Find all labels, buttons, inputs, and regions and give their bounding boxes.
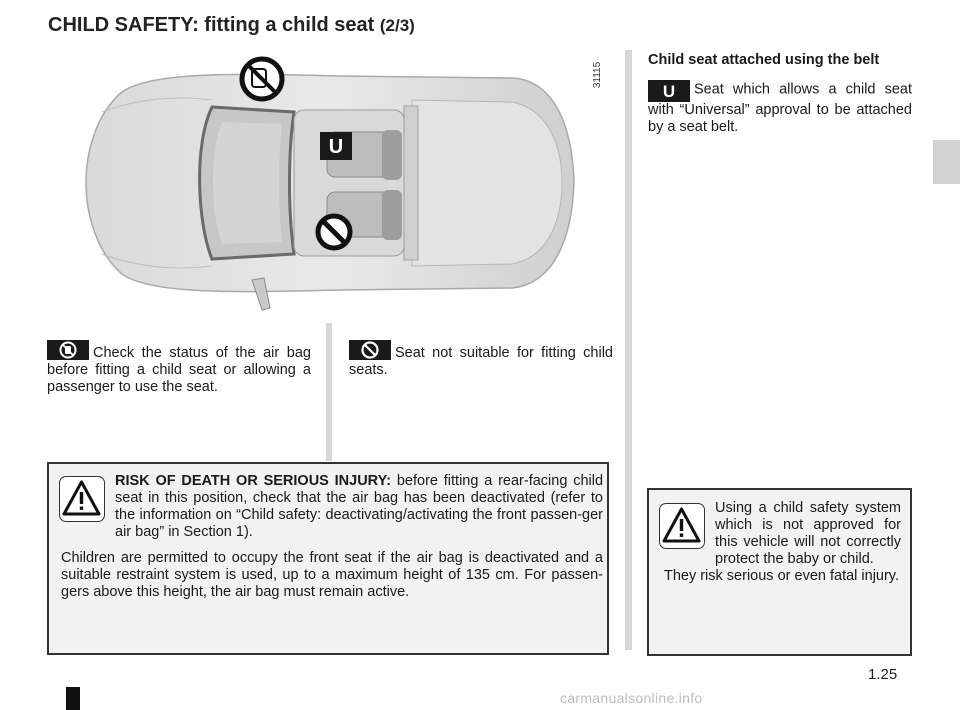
- warning-triangle-icon: [59, 476, 105, 522]
- page-title: CHILD SAFETY: fitting a child seat (2/3): [48, 14, 415, 36]
- airbag-check-icon: [47, 340, 89, 360]
- belt-section-heading: Child seat attached using the belt: [648, 52, 880, 68]
- belt-section-text: U Seat which allows a child seat with “Universal” approval to be attached by a seat belt.: [648, 81, 912, 135]
- universal-seat-badge: [320, 132, 352, 160]
- warning-main-text: RISK OF DEATH OR SERIOUS INJURY: before fitting a rear-facing child seat in this position, check that the air bag has been deactivated (refer to the information on “Child safety: deactivating/activating the front passen-ger air bag” in Section 1).: [115, 473, 604, 540]
- airbag-warning-icon: [242, 59, 282, 99]
- watermark: carmanualsonline.info: [560, 690, 703, 706]
- universal-badge: U: [648, 80, 690, 102]
- page-number: 1.25: [868, 666, 898, 683]
- warning-box-side: [647, 488, 912, 656]
- warning-main-strong: RISK OF DEATH OR SERIOUS INJURY:: [115, 473, 392, 489]
- page-title-suffix: (2/3): [379, 16, 415, 35]
- warning-box-main: [47, 462, 609, 655]
- airbag-check-note: Check the status of the air bag before fitting a child seat or allowing a passenger to use the seat.: [47, 340, 311, 396]
- section-tab: [933, 140, 960, 184]
- car-top-view-illustration: [82, 52, 578, 314]
- corner-mark: [66, 687, 80, 710]
- not-suitable-note: Seat not suitable for fitting child seats.: [349, 340, 613, 379]
- universal-seat-badge-label: U: [328, 136, 344, 158]
- warning-triangle-icon: [659, 503, 705, 549]
- prohibited-seat-icon: [349, 340, 391, 360]
- column-divider-mid: [326, 323, 332, 461]
- warning-side-last-line: They risk serious or even fatal injury.: [663, 568, 900, 584]
- warning-side-text: Using a child safety system which is not approved for this vehicle will not correctly protect the baby or child.: [715, 500, 901, 567]
- prohibited-icon: [318, 216, 350, 248]
- column-divider: [625, 50, 632, 650]
- warning-main-paragraph: Children are permitted to occupy the front seat if the air bag is deactivated and a suitable restraint system is used, up to a maximum height of 135 cm. For passen-gers above this height, the air bag must remain active.: [61, 550, 603, 600]
- figure-code: 31115: [591, 61, 603, 89]
